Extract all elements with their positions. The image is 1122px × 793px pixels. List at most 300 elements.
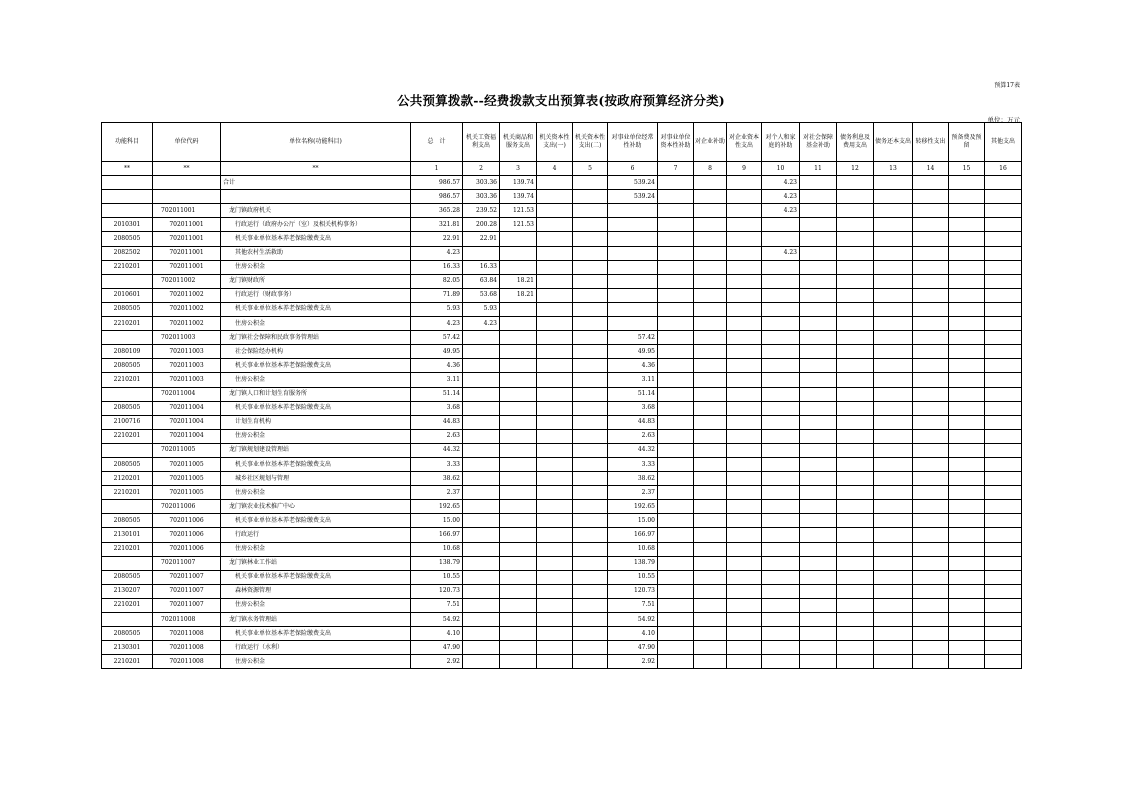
amount-cell — [537, 655, 573, 669]
amount-cell — [658, 429, 694, 443]
amount-cell — [800, 260, 837, 274]
table-row — [102, 331, 1022, 345]
amount-cell — [500, 429, 537, 443]
amount-cell — [985, 598, 1022, 612]
amount-cell — [762, 641, 800, 655]
amount-cell — [837, 613, 874, 627]
amount-cell — [985, 345, 1022, 359]
column-header: 对社会保障基金补助 — [800, 123, 837, 162]
amount-cell — [837, 288, 874, 302]
amount-cell — [913, 246, 949, 260]
amount-cell — [463, 429, 500, 443]
amount-cell — [762, 570, 800, 584]
table-row — [102, 429, 1022, 443]
amount-cell — [658, 542, 694, 556]
function-code-cell: 2082502 — [102, 246, 153, 260]
amount-cell — [800, 288, 837, 302]
amount-cell — [949, 218, 985, 232]
amount-cell: 3.68 — [608, 401, 658, 415]
amount-cell — [658, 288, 694, 302]
amount-cell — [874, 514, 913, 528]
amount-cell: 539.24 — [608, 176, 658, 190]
amount-cell — [949, 457, 985, 471]
amount-cell: 44.83 — [608, 415, 658, 429]
amount-cell — [837, 584, 874, 598]
function-code-cell: 2080505 — [102, 232, 153, 246]
amount-cell — [573, 641, 608, 655]
amount-cell — [694, 457, 727, 471]
total-cell: 47.90 — [411, 641, 463, 655]
unit-name-cell: 机关事业单位基本养老保险缴费支出 — [221, 232, 411, 246]
amount-cell — [727, 317, 762, 331]
amount-cell — [985, 218, 1022, 232]
amount-cell — [573, 373, 608, 387]
amount-cell: 120.73 — [608, 584, 658, 598]
amount-cell — [537, 500, 573, 514]
amount-cell — [800, 345, 837, 359]
amount-cell — [500, 317, 537, 331]
amount-cell — [913, 415, 949, 429]
unit-code-cell: 702011008 — [153, 613, 221, 627]
amount-cell — [537, 528, 573, 542]
column-index-cell: 16 — [985, 162, 1022, 176]
amount-cell — [985, 317, 1022, 331]
amount-cell — [573, 429, 608, 443]
amount-cell — [573, 443, 608, 457]
amount-cell — [573, 302, 608, 316]
amount-cell — [913, 401, 949, 415]
table-row — [102, 359, 1022, 373]
amount-cell — [727, 486, 762, 500]
amount-cell: 16.33 — [463, 260, 500, 274]
amount-cell — [658, 486, 694, 500]
amount-cell — [762, 584, 800, 598]
amount-cell — [694, 232, 727, 246]
unit-name-cell: 住房公积金 — [221, 598, 411, 612]
table-row — [102, 500, 1022, 514]
amount-cell — [913, 457, 949, 471]
amount-cell: 121.53 — [500, 204, 537, 218]
amount-cell — [658, 528, 694, 542]
amount-cell — [573, 176, 608, 190]
amount-cell — [800, 190, 837, 204]
amount-cell — [537, 556, 573, 570]
column-index-cell: 1 — [411, 162, 463, 176]
amount-cell — [874, 457, 913, 471]
amount-cell — [694, 190, 727, 204]
amount-cell — [762, 443, 800, 457]
unit-code-cell: 702011008 — [153, 641, 221, 655]
amount-cell — [800, 401, 837, 415]
amount-cell — [913, 373, 949, 387]
amount-cell — [913, 514, 949, 528]
amount-cell — [949, 584, 985, 598]
total-cell: 71.89 — [411, 288, 463, 302]
amount-cell — [658, 331, 694, 345]
amount-cell — [658, 176, 694, 190]
amount-cell — [949, 415, 985, 429]
amount-cell — [762, 598, 800, 612]
amount-cell — [537, 457, 573, 471]
amount-cell — [874, 302, 913, 316]
amount-cell — [463, 415, 500, 429]
amount-cell — [800, 570, 837, 584]
amount-cell — [800, 627, 837, 641]
amount-cell: 4.23 — [762, 176, 800, 190]
amount-cell — [985, 176, 1022, 190]
amount-cell — [727, 415, 762, 429]
amount-cell — [762, 613, 800, 627]
amount-cell — [500, 246, 537, 260]
table-row — [102, 232, 1022, 246]
amount-cell — [694, 288, 727, 302]
amount-cell — [658, 443, 694, 457]
amount-cell — [949, 274, 985, 288]
amount-cell — [874, 472, 913, 486]
unit-name-cell: 龙门镇水务管理站 — [221, 613, 411, 627]
amount-cell — [985, 288, 1022, 302]
amount-cell — [537, 443, 573, 457]
amount-cell — [573, 317, 608, 331]
function-code-cell — [102, 204, 153, 218]
unit-code-cell: 702011007 — [153, 584, 221, 598]
table-row — [102, 443, 1022, 457]
amount-cell — [874, 274, 913, 288]
amount-cell — [762, 401, 800, 415]
column-index-cell: 13 — [874, 162, 913, 176]
unit-code-cell: 702011002 — [153, 274, 221, 288]
amount-cell — [500, 443, 537, 457]
amount-cell — [500, 486, 537, 500]
amount-cell — [694, 627, 727, 641]
column-index-cell: 8 — [694, 162, 727, 176]
amount-cell — [985, 556, 1022, 570]
column-header: 机关资本性支出(二) — [573, 123, 608, 162]
amount-cell — [985, 542, 1022, 556]
amount-cell — [874, 415, 913, 429]
total-cell: 4.36 — [411, 359, 463, 373]
amount-cell — [727, 331, 762, 345]
amount-cell — [573, 627, 608, 641]
amount-cell — [694, 500, 727, 514]
unit-name-cell: 龙门镇财政所 — [221, 274, 411, 288]
column-index-cell: 4 — [537, 162, 573, 176]
amount-cell — [727, 613, 762, 627]
amount-cell — [537, 232, 573, 246]
amount-cell — [658, 613, 694, 627]
amount-cell — [500, 359, 537, 373]
amount-cell — [913, 556, 949, 570]
total-cell: 986.57 — [411, 176, 463, 190]
amount-cell — [837, 570, 874, 584]
amount-cell — [762, 500, 800, 514]
page-title: 公共预算拨款--经费拨款支出预算表(按政府预算经济分类) — [397, 93, 725, 108]
table-row — [102, 260, 1022, 274]
amount-cell — [985, 570, 1022, 584]
amount-cell — [913, 641, 949, 655]
amount-cell — [800, 542, 837, 556]
amount-cell — [694, 331, 727, 345]
amount-cell — [500, 556, 537, 570]
column-index-cell: ** — [102, 162, 153, 176]
amount-cell — [608, 218, 658, 232]
amount-cell: 121.53 — [500, 218, 537, 232]
table-row — [102, 514, 1022, 528]
function-code-cell: 2080505 — [102, 627, 153, 641]
amount-cell: 2.92 — [608, 655, 658, 669]
unit-code-cell: 702011005 — [153, 472, 221, 486]
amount-cell: 139.74 — [500, 176, 537, 190]
function-code-cell: 2080109 — [102, 345, 153, 359]
amount-cell — [500, 260, 537, 274]
amount-cell: 63.84 — [463, 274, 500, 288]
amount-cell — [800, 528, 837, 542]
amount-cell: 57.42 — [608, 331, 658, 345]
amount-cell — [762, 218, 800, 232]
amount-cell — [762, 429, 800, 443]
amount-cell — [837, 232, 874, 246]
amount-cell — [949, 472, 985, 486]
total-cell: 38.62 — [411, 472, 463, 486]
amount-cell — [694, 542, 727, 556]
amount-cell — [800, 429, 837, 443]
amount-cell — [658, 598, 694, 612]
amount-cell — [727, 598, 762, 612]
amount-cell — [463, 556, 500, 570]
table-row — [102, 401, 1022, 415]
amount-cell — [727, 246, 762, 260]
table-row — [102, 486, 1022, 500]
unit-code-cell: 702011006 — [153, 500, 221, 514]
amount-cell — [694, 260, 727, 274]
amount-cell: 51.14 — [608, 387, 658, 401]
unit-name-cell: 住房公积金 — [221, 486, 411, 500]
amount-cell — [949, 401, 985, 415]
amount-cell — [762, 472, 800, 486]
amount-cell — [537, 598, 573, 612]
amount-cell — [727, 218, 762, 232]
column-header: 对个人和家庭的补助 — [762, 123, 800, 162]
unit-name-cell: 机关事业单位基本养老保险缴费支出 — [221, 514, 411, 528]
amount-cell — [537, 415, 573, 429]
column-header: 预备费及预留 — [949, 123, 985, 162]
function-code-cell: 2130301 — [102, 641, 153, 655]
amount-cell — [874, 486, 913, 500]
amount-cell — [727, 345, 762, 359]
amount-cell — [573, 472, 608, 486]
amount-cell — [658, 472, 694, 486]
amount-cell — [500, 345, 537, 359]
amount-cell — [537, 387, 573, 401]
function-code-cell — [102, 613, 153, 627]
amount-cell: 3.33 — [608, 457, 658, 471]
amount-cell — [837, 359, 874, 373]
amount-cell — [949, 486, 985, 500]
total-cell: 10.55 — [411, 570, 463, 584]
amount-cell — [949, 443, 985, 457]
amount-cell — [727, 190, 762, 204]
unit-code-cell: 702011001 — [153, 218, 221, 232]
unit-code-cell: 702011002 — [153, 302, 221, 316]
amount-cell — [874, 260, 913, 274]
amount-cell: 303.36 — [463, 190, 500, 204]
amount-cell — [463, 472, 500, 486]
amount-cell — [463, 500, 500, 514]
amount-cell — [762, 302, 800, 316]
amount-cell — [537, 246, 573, 260]
amount-cell: 2.63 — [608, 429, 658, 443]
amount-cell — [837, 598, 874, 612]
amount-cell — [985, 641, 1022, 655]
amount-cell — [694, 655, 727, 669]
amount-cell — [727, 655, 762, 669]
amount-cell — [837, 556, 874, 570]
unit-code-cell: 702011004 — [153, 429, 221, 443]
amount-cell — [800, 317, 837, 331]
amount-cell — [694, 274, 727, 288]
amount-cell — [874, 317, 913, 331]
total-cell: 4.10 — [411, 627, 463, 641]
amount-cell — [463, 528, 500, 542]
table-row — [102, 613, 1022, 627]
amount-cell — [837, 429, 874, 443]
unit-name-cell: 住房公积金 — [221, 260, 411, 274]
amount-cell — [694, 176, 727, 190]
unit-code-cell: 702011008 — [153, 655, 221, 669]
column-index-cell: 9 — [727, 162, 762, 176]
amount-cell — [949, 260, 985, 274]
amount-cell — [913, 598, 949, 612]
amount-cell — [537, 302, 573, 316]
amount-cell — [694, 584, 727, 598]
function-code-cell: 2210201 — [102, 317, 153, 331]
amount-cell — [694, 514, 727, 528]
amount-cell — [985, 415, 1022, 429]
amount-cell — [762, 260, 800, 274]
amount-cell: 7.51 — [608, 598, 658, 612]
unit-code-cell: 702011007 — [153, 598, 221, 612]
amount-cell — [573, 542, 608, 556]
amount-cell — [608, 317, 658, 331]
amount-cell — [694, 401, 727, 415]
amount-cell — [500, 232, 537, 246]
amount-cell — [800, 359, 837, 373]
amount-cell — [913, 302, 949, 316]
unit-code-cell: 702011007 — [153, 556, 221, 570]
amount-cell — [837, 204, 874, 218]
amount-cell — [913, 359, 949, 373]
amount-cell — [949, 429, 985, 443]
total-cell: 3.68 — [411, 401, 463, 415]
amount-cell — [694, 429, 727, 443]
amount-cell: 38.62 — [608, 472, 658, 486]
amount-cell — [500, 641, 537, 655]
amount-cell — [913, 204, 949, 218]
function-code-cell: 2120201 — [102, 472, 153, 486]
amount-cell — [800, 584, 837, 598]
amount-cell: 4.36 — [608, 359, 658, 373]
form-number: 预算17表 — [994, 82, 1020, 89]
unit-name-cell: 行政运行 — [221, 528, 411, 542]
unit-name-cell: 行政运行（政府办公厅（室）及相关机构事务） — [221, 218, 411, 232]
amount-cell — [874, 176, 913, 190]
amount-cell — [658, 373, 694, 387]
amount-cell — [837, 415, 874, 429]
amount-cell — [463, 387, 500, 401]
unit-code-cell — [153, 176, 221, 190]
amount-cell — [573, 415, 608, 429]
amount-cell — [913, 584, 949, 598]
unit-name-cell: 城乡社区规划与管理 — [221, 472, 411, 486]
table-row — [102, 218, 1022, 232]
amount-cell — [800, 514, 837, 528]
unit-code-cell: 702011005 — [153, 486, 221, 500]
column-index-cell: 3 — [500, 162, 537, 176]
column-header: 功能科目 — [102, 123, 153, 162]
amount-cell — [537, 584, 573, 598]
amount-cell — [537, 627, 573, 641]
amount-cell — [913, 570, 949, 584]
column-index-cell: 11 — [800, 162, 837, 176]
amount-cell — [985, 584, 1022, 598]
total-cell: 15.00 — [411, 514, 463, 528]
amount-cell — [727, 627, 762, 641]
amount-cell: 166.97 — [608, 528, 658, 542]
table-row — [102, 570, 1022, 584]
amount-cell — [985, 613, 1022, 627]
amount-cell — [537, 317, 573, 331]
amount-cell — [694, 246, 727, 260]
amount-cell — [985, 260, 1022, 274]
amount-cell — [913, 429, 949, 443]
amount-cell — [913, 472, 949, 486]
total-cell: 4.23 — [411, 246, 463, 260]
amount-cell — [800, 500, 837, 514]
column-header: 对企业资本性支出 — [727, 123, 762, 162]
column-index-row — [102, 162, 1022, 176]
amount-cell — [874, 598, 913, 612]
amount-cell — [913, 542, 949, 556]
amount-cell — [874, 570, 913, 584]
amount-cell — [874, 373, 913, 387]
amount-cell — [537, 359, 573, 373]
amount-cell — [837, 486, 874, 500]
amount-cell — [837, 317, 874, 331]
amount-cell: 2.37 — [608, 486, 658, 500]
unit-name-cell: 龙门镇农业技术推广中心 — [221, 500, 411, 514]
column-index-cell: 7 — [658, 162, 694, 176]
amount-cell: 5.93 — [463, 302, 500, 316]
amount-cell — [727, 542, 762, 556]
amount-cell — [985, 232, 1022, 246]
unit-name-cell: 合计 — [221, 176, 411, 190]
amount-cell — [727, 176, 762, 190]
amount-cell — [913, 317, 949, 331]
unit-name-cell: 住房公积金 — [221, 317, 411, 331]
amount-cell — [537, 190, 573, 204]
amount-cell — [837, 246, 874, 260]
amount-cell — [573, 359, 608, 373]
total-cell: 51.14 — [411, 387, 463, 401]
amount-cell — [658, 401, 694, 415]
amount-cell — [985, 401, 1022, 415]
table-row — [102, 627, 1022, 641]
amount-cell — [762, 528, 800, 542]
amount-cell — [837, 176, 874, 190]
unit-name-cell: 龙门镇林业工作站 — [221, 556, 411, 570]
amount-cell — [537, 218, 573, 232]
amount-cell — [694, 218, 727, 232]
